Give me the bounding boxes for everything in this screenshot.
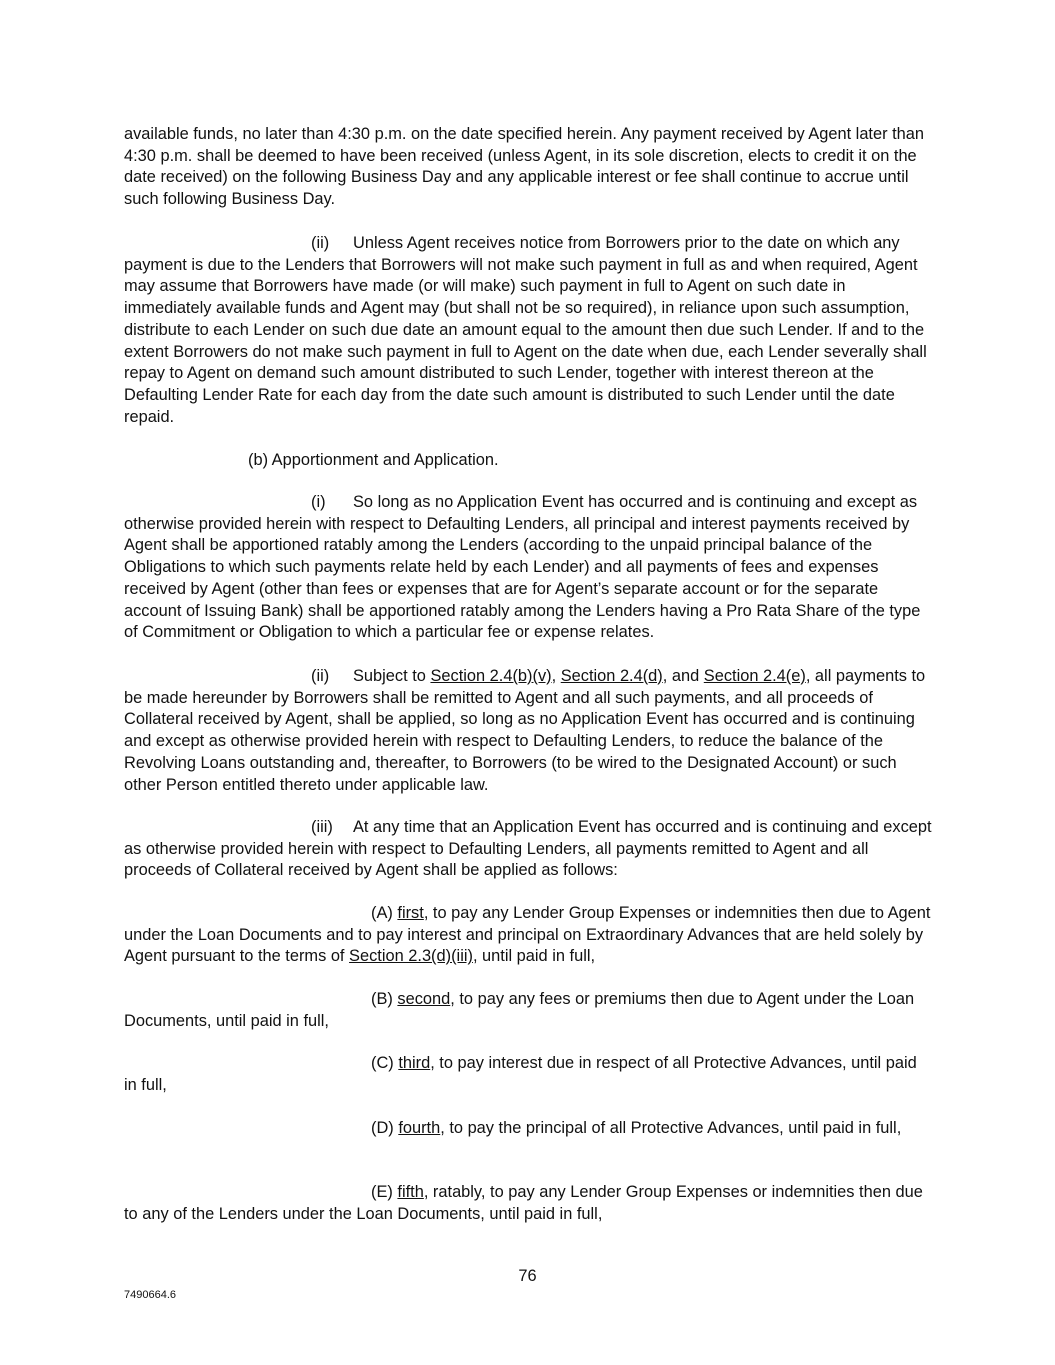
clause-number: (ii) bbox=[311, 234, 330, 252]
paragraph-text: , to pay any fees or premiums then due to Agent under the Loan Documents, until paid in full, bbox=[124, 990, 915, 1030]
paragraph-b-second bbox=[124, 989, 934, 1032]
page-number: 76 bbox=[518, 1267, 537, 1285]
paragraph-c-third bbox=[124, 1053, 934, 1096]
paragraph-text: , to pay any Lender Group Expenses or indemnities then due to Agent under the Loan Documents and to pay interest and principal on Extraordinary Advances that are held solely by Agent pursuant to the terms of bbox=[124, 904, 931, 966]
cross-reference-link[interactable]: Section 2.4(e) bbox=[703, 667, 806, 685]
clause-label: (A) bbox=[371, 904, 398, 922]
clause-number: (i) bbox=[311, 493, 326, 511]
clause-label: (C) bbox=[371, 1054, 399, 1072]
paragraph-a-first: (A) first, to pay any Lender Group Expenses or indemnities then due to Agent under the Loan Documents and to pay interest and principal on Extraordinary Advances that are held solely by Agent pursuant to the terms of Section 2.3(d)(iii), until paid in full, bbox=[124, 904, 931, 966]
paragraph-b-iii bbox=[124, 817, 934, 882]
paragraph-text: available funds, no later than 4:30 p.m. on the date specified herein. Any payment received by Agent later than 4:30 p.m. shall be deemed to have been received (unless Agent, in its sole discretion, elects to credit it on the date received) on the following Business Day and any applicable interest or fee shall continue to accrue until such following Business Day. bbox=[124, 125, 925, 209]
paragraph-b-i bbox=[124, 492, 934, 644]
paragraph-text: Unless Agent receives notice from Borrowers prior to the date on which any payment is due to the Lenders that Borrowers will not make such payment in full as and when required, Agent may assume that Borrowers have made (or will make) such payment in full to Agent on such date in immediately available funds and Agent may (but shall not be so required), in reliance upon such assumption, distribute to each Lender on such due date an amount equal to the amount then due such Lender. If and to the extent Borrowers do not make such payment in full to Agent on the date when due, each Lender severally shall repay to Agent on demand such amount distributed to such Lender, together with interest thereon at the Defaulting Lender Rate for each day from the date such amount is distributed to such Lender until the date repaid. bbox=[124, 234, 927, 426]
paragraph-text: At any time that an Application Event has occurred and is continuing and except as otherwise provided herein with respect to Defaulting Lenders, all payments remitted to Agent and all proceeds of Collateral received by Agent shall be applied as follows: bbox=[124, 818, 932, 880]
cross-reference-link[interactable]: Section 2.4(d) bbox=[560, 667, 663, 685]
clause-label: (D) bbox=[371, 1119, 399, 1137]
paragraph-d-fourth bbox=[124, 1118, 934, 1140]
clause-label: (B) bbox=[371, 990, 398, 1008]
cross-reference-link[interactable]: Section 2.3(d)(iii) bbox=[349, 947, 473, 966]
paragraph-text: , all payments to be made hereunder by Borrowers shall be remitted to Agent and all such payments, and all proceeds of Collateral received by Agent, shall be applied, so long as no Application Event has occurred and is continuing and except as otherwise provided herein with respect to Defaulting Lenders, to reduce the balance of the Revolving Loans outstanding and, thereafter, to Borrowers (to be wired to the Designated Account) or such other Person entitled thereto under applicable law. bbox=[124, 667, 926, 794]
paragraph-e-fifth bbox=[124, 1182, 934, 1225]
clause-number: (ii) bbox=[311, 667, 330, 685]
paragraph-b-ii: (ii) Subject to Section 2.4(b)(v), Section 2.4(d), and Section 2.4(e), all payments to be made hereunder by Borrowers shall be remitted to Agent and all such payments, and all proceeds of Collateral received by Agent, shall be applied, so long as no Application Event has occurred and is continuing and except as otherwise provided herein with respect to Defaulting Lenders, to reduce the balance of the Revolving Loans outstanding and, thereafter, to Borrowers (to be wired to the Designated Account) or such other Person entitled thereto under applicable law. bbox=[124, 667, 926, 794]
clause-label: (E) bbox=[371, 1183, 398, 1201]
paragraph-a-ii bbox=[124, 233, 934, 428]
document-id: 7490664.6 bbox=[124, 1289, 176, 1301]
paragraph-text: So long as no Application Event has occurred and is continuing and except as otherwise provided herein with respect to Defaulting Lenders, all principal and interest payments received by Agent shall be apportioned ratably among the Lenders (according to the unpaid principal balance of the Obligations to which such payments relate held by each Lender) and all payments of fees and expenses received by Agent (other than fees or expenses that are for Agent’s separate account or for the separate account of Issuing Bank) shall be apportioned ratably among the Lenders having a Pro Rata Share of the type of Commitment or Obligation to which a particular fee or expense relates. bbox=[124, 493, 921, 642]
ordinal-term: third bbox=[398, 1054, 431, 1072]
cross-reference-link[interactable]: Section 2.4(b)(v) bbox=[430, 667, 552, 685]
paragraph-text: , to pay interest due in respect of all Protective Advances, until paid in full, bbox=[124, 1054, 917, 1094]
clause-number: (iii) bbox=[311, 818, 333, 836]
paragraph-text: , ratably, to pay any Lender Group Expenses or indemnities then due to any of the Lenders under the Loan Documents, until paid in full, bbox=[124, 1183, 923, 1223]
paragraph-text: , to pay the principal of all Protective Advances, until paid in full, bbox=[440, 1119, 902, 1137]
section-heading-b: (b) Apportionment and Application. bbox=[248, 451, 499, 469]
ordinal-term: fourth bbox=[398, 1119, 441, 1137]
paragraph-continuation bbox=[124, 124, 934, 211]
ordinal-term: second bbox=[397, 990, 451, 1008]
ordinal-term: first bbox=[397, 904, 424, 922]
ordinal-term: fifth bbox=[397, 1183, 424, 1201]
